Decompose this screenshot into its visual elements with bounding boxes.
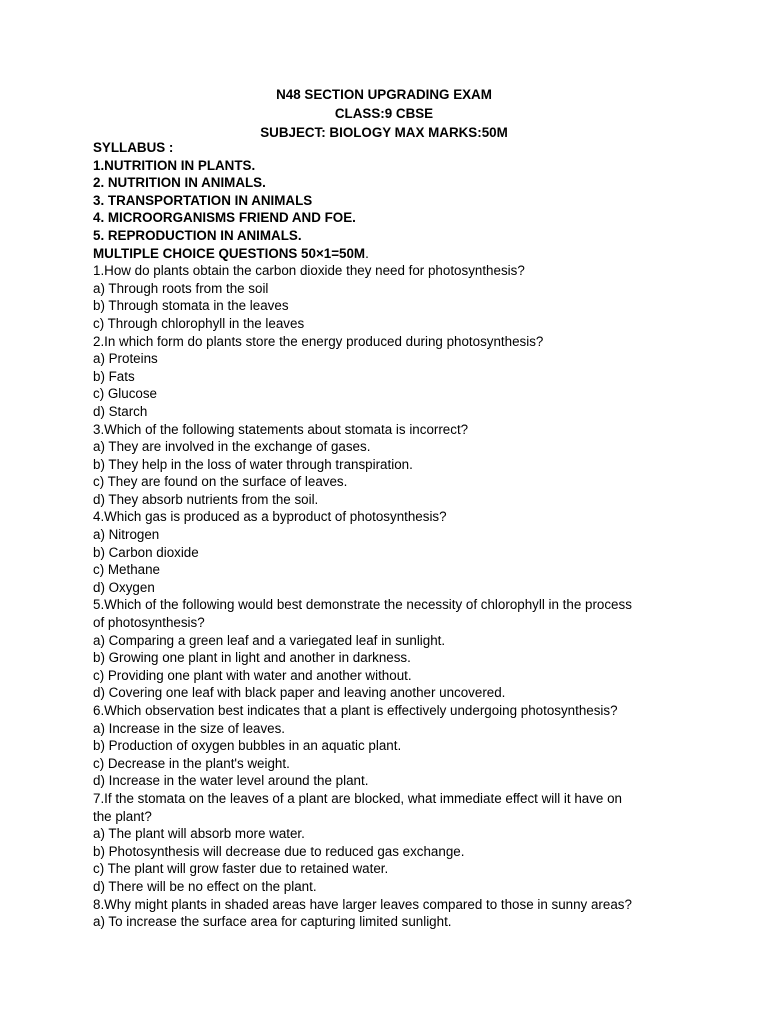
answer-option: c) Glucose — [93, 386, 157, 402]
answer-option: b) Through stomata in the leaves — [93, 298, 289, 314]
exam-header — [0, 85, 768, 142]
syllabus-heading: SYLLABUS : — [93, 140, 174, 155]
answer-option: a) Nitrogen — [93, 527, 160, 543]
answer-option: b) Production of oxygen bubbles in an aquatic plant. — [93, 738, 402, 754]
syllabus-item: 3. TRANSPORTATION IN ANIMALS — [93, 192, 313, 208]
answer-option: c) The plant will grow faster due to retained water. — [93, 861, 389, 877]
question-text-continued: the plant? — [93, 808, 152, 824]
mcq-heading-period: . — [365, 245, 369, 261]
question-text: 4.Which gas is produced as a byproduct of photosynthesis? — [93, 509, 447, 525]
answer-option: a) To increase the surface area for capturing limited sunlight. — [93, 914, 452, 930]
question-text: 7.If the stomata on the leaves of a plant are blocked, what immediate effect will it have on — [93, 790, 622, 806]
answer-option: a) Through roots from the soil — [93, 280, 269, 296]
answer-option: d) Increase in the water level around the plant. — [93, 773, 369, 789]
syllabus-item: 5. REPRODUCTION IN ANIMALS. — [93, 227, 302, 243]
class-label: CLASS:9 CBSE — [334, 106, 434, 121]
subject-line: SUBJECT: BIOLOGY MAX MARKS:50M — [260, 125, 508, 140]
exam-body — [93, 139, 693, 931]
answer-option: c) They are found on the surface of leaves. — [93, 474, 348, 490]
answer-option: c) Through chlorophyll in the leaves — [93, 315, 305, 331]
answer-option: d) There will be no effect on the plant. — [93, 878, 317, 894]
question-text-continued: of photosynthesis? — [93, 615, 205, 631]
answer-option: b) Photosynthesis will decrease due to reduced gas exchange. — [93, 843, 465, 859]
answer-option: b) Carbon dioxide — [93, 544, 199, 560]
mcq-heading-line — [93, 245, 693, 263]
exam-title: N48 SECTION UPGRADING EXAM — [276, 87, 492, 102]
answer-option: d) Covering one leaf with black paper and leaving another uncovered. — [93, 685, 506, 701]
question-text: 5.Which of the following would best demonstrate the necessity of chlorophyll in the process — [93, 597, 632, 613]
answer-option: a) Increase in the size of leaves. — [93, 720, 286, 736]
answer-option: d) Oxygen — [93, 579, 155, 595]
question-text: 6.Which observation best indicates that a plant is effectively undergoing photosynthesis? — [93, 703, 618, 718]
answer-option: d) Starch — [93, 403, 148, 419]
answer-option: a) The plant will absorb more water. — [93, 826, 305, 842]
question-text: 2.In which form do plants store the energy produced during photosynthesis? — [93, 333, 544, 349]
question-text: 3.Which of the following statements about stomata is incorrect? — [93, 421, 469, 437]
answer-option: a) Comparing a green leaf and a variegated leaf in sunlight. — [93, 632, 446, 648]
syllabus-item: 1.NUTRITION IN PLANTS. — [93, 157, 256, 173]
answer-option: a) Proteins — [93, 351, 158, 367]
answer-option: a) They are involved in the exchange of gases. — [93, 439, 371, 455]
syllabus-item: 2. NUTRITION IN ANIMALS. — [93, 175, 266, 191]
question-text: 8.Why might plants in shaded areas have larger leaves compared to those in sunny areas? — [93, 896, 632, 912]
syllabus-item: 4. MICROORGANISMS FRIEND AND FOE. — [93, 210, 356, 226]
answer-option: d) They absorb nutrients from the soil. — [93, 491, 319, 507]
answer-option: c) Methane — [93, 562, 160, 578]
question-text: 1.How do plants obtain the carbon dioxide they need for photosynthesis? — [93, 263, 525, 279]
mcq-heading: MULTIPLE CHOICE QUESTIONS 50×1=50M — [93, 245, 366, 261]
answer-option: b) They help in the loss of water through transpiration. — [93, 456, 413, 472]
answer-option: b) Fats — [93, 368, 135, 384]
answer-option: c) Providing one plant with water and another without. — [93, 667, 412, 683]
answer-option: c) Decrease in the plant's weight. — [93, 755, 290, 771]
answer-option: b) Growing one plant in light and another in darkness. — [93, 650, 411, 666]
